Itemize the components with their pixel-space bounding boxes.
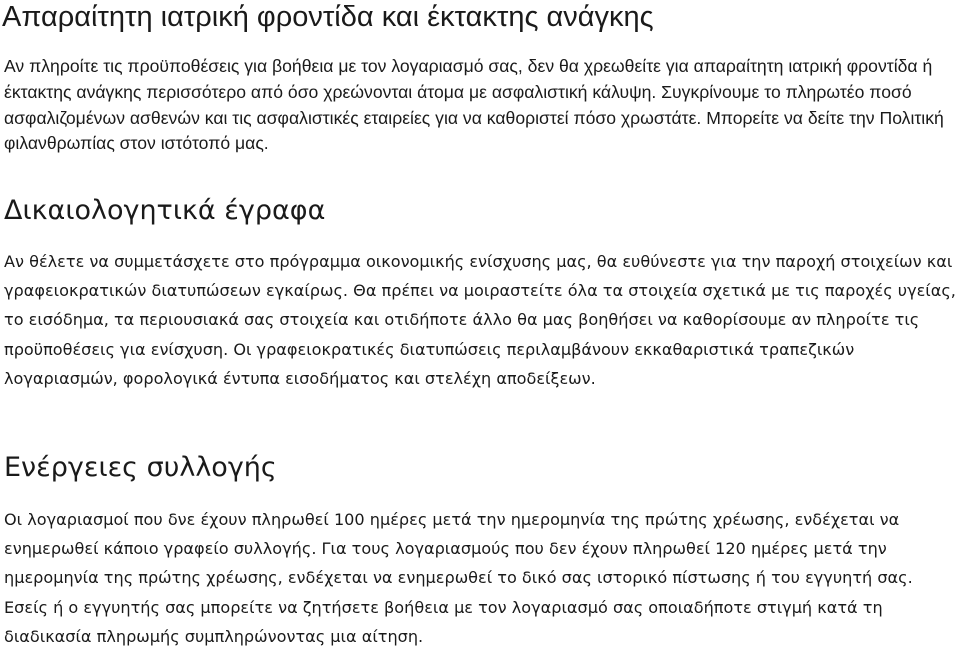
section-body-collection: Οι λογαριασμοί που δνε έχουν πληρωθεί 100 ημέρες μετά την ημερομηνία της πρώτης χρέωσης, ενδέχεται να ενημερωθεί κάποιο γραφείο συλλογής. Για τους λογαριασμούς που δεν έχουν πληρωθεί 120 ημέρες μετά την ημερομηνία της πρώτης χρέωσης, ενδέχεται να ενημερωθεί το δικό σας ιστορικό πίστωσης ή του εγγυητή σας. Εσείς ή ο εγγυητής σας μπορείτε να ζητήσετε βοήθεια με τον λογαριασμό σας οποιαδήποτε στιγμή κατά τη διαδικασία πληρωμής συμπληρώνοντας μια αίτηση.	[4, 510, 913, 646]
section-heading-collection: Ενέργειες συλλογής	[4, 452, 277, 483]
section-body-documents: Αν θέλετε να συμμετάσχετε στο πρόγραμμα οικονομικής ενίσχυσης μας, θα ευθύνεστε για την παροχή στοιχείων και γραφειοκρατικών διατυπώσεων εγκαίρως. Θα πρέπει να μοιραστείτε όλα τα στοιχεία σχετικά με τις παροχές υγείας, το εισόδημα, τα περιουσιακά σας στοιχεία και οτιδήποτε άλλο θα μας βοηθήσει να καθορίσουμε αν πληροίτε τις προϋποθέσεις για ενίσχυση. Οι γραφειοκρατικές διατυπώσεις περιλαμβάνουν εκκαθαριστικά τραπεζικών λογαριασμών, φορολογικά έντυπα εισοδήματος και στελέχη αποδείξεων.	[4, 252, 956, 388]
section-heading-emergency-care: Απαραίτητη ιατρική φροντίδα και έκτακτης ανάγκης	[2, 1, 654, 33]
section-body-emergency-care: Αν πληροίτε τις προϋποθέσεις για βοήθεια με τον λογαριασμό σας, δεν θα χρεωθείτε για απαραίτητη ιατρική φροντίδα ή έκτακτης ανάγκης περισσότερο από όσο χρεώνονται άτομα με ασφαλιστική κάλυψη. Συγκρίνουμε το πληρωτέο ποσό ασφαλιζομένων ασθενών και τις ασφαλιστικές εταιρείες για να καθοριστεί πόσο χρωστάτε. Μπορείτε να δείτε την Πολιτική φιλανθρωπίας στον ιστότοπό μας.	[4, 56, 944, 154]
section-heading-documents: Δικαιολογητικά έγραφα	[4, 195, 326, 226]
